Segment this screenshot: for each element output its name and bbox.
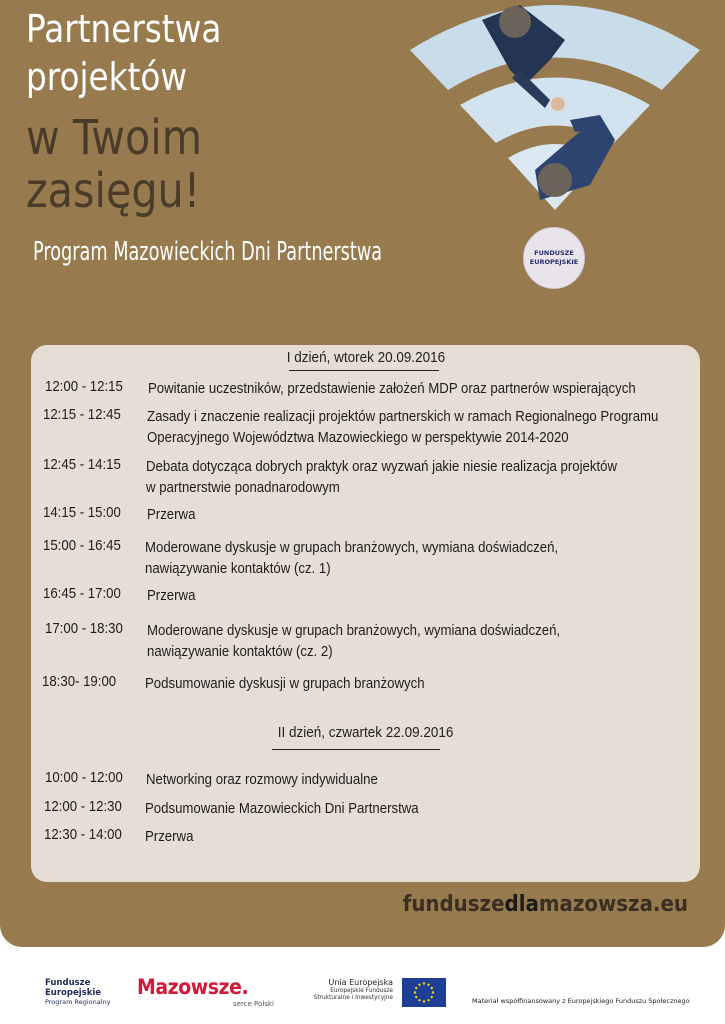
agenda-description-line: Podsumowanie dyskusji w grupach branżowych bbox=[145, 675, 425, 692]
title-line-2: projektów bbox=[26, 55, 188, 99]
eu-star bbox=[431, 996, 433, 998]
agenda-description bbox=[147, 406, 659, 448]
fe-line-1: Fundusze bbox=[45, 978, 91, 988]
ue-line-3: Strukturalne i Inwestycyjne bbox=[313, 994, 393, 1001]
agenda-description bbox=[145, 673, 638, 694]
title-line-1: Partnerstwa bbox=[26, 7, 222, 51]
agenda-description-line: Moderowane dyskusje w grupach branżowych, wymiana doświadczeń, bbox=[145, 539, 559, 556]
day-2-heading-text: II dzień, czwartek 22.09.2016 bbox=[277, 724, 454, 741]
agenda-panel bbox=[31, 345, 700, 882]
eu-star bbox=[415, 987, 417, 989]
agenda-time: 12:00 - 12:30 bbox=[44, 798, 122, 815]
agenda-description bbox=[147, 585, 640, 606]
eu-star bbox=[423, 1000, 425, 1002]
eu-star bbox=[427, 999, 429, 1001]
badge-line-2: EUROPEJSKIE bbox=[529, 258, 579, 266]
agenda-time: 14:15 - 15:00 bbox=[43, 504, 121, 521]
eu-star bbox=[431, 987, 433, 989]
agenda-description-line: Moderowane dyskusje w grupach branżowych, wymiana doświadczeń, bbox=[147, 622, 561, 639]
agenda-time: 12:45 - 14:15 bbox=[43, 456, 121, 473]
eu-logo-text bbox=[300, 978, 393, 1002]
fundusze-europejskie-badge bbox=[523, 227, 585, 289]
agenda-description bbox=[145, 826, 638, 847]
agenda-time: 15:00 - 16:45 bbox=[43, 537, 121, 554]
agenda-time: 16:45 - 17:00 bbox=[43, 585, 121, 602]
agenda-description-line: Debata dotycząca dobrych praktyk oraz wyzwań jakie niesie realizacja projektów bbox=[146, 458, 618, 475]
agenda-description bbox=[147, 504, 640, 525]
agenda-time: 17:00 - 18:30 bbox=[45, 620, 123, 637]
agenda-description-line: Powitanie uczestników, przedstawienie założeń MDP oraz partnerów wspierających bbox=[148, 380, 636, 397]
url-part-3: mazowsza.eu bbox=[538, 892, 688, 917]
agenda-time: 18:30- 19:00 bbox=[42, 673, 117, 690]
agenda-description-line: Podsumowanie Mazowieckich Dni Partnerstwa bbox=[145, 800, 419, 817]
fe-line-2: Europejskie bbox=[45, 987, 102, 998]
agenda-description-line: Przerwa bbox=[145, 828, 194, 845]
eu-star bbox=[427, 984, 429, 986]
cofinancing-note: Materiał współfinansowany z Europejskiego Funduszu Społecznego bbox=[472, 997, 690, 1005]
agenda-description-line: Przerwa bbox=[147, 506, 196, 523]
agenda-description bbox=[145, 798, 638, 819]
website-url bbox=[403, 892, 688, 917]
agenda-description-line: Networking oraz rozmowy indywidualne bbox=[146, 771, 378, 788]
agenda-description-line: Zasady i znaczenie realizacji projektów partnerskich w ramach Regionalnego Programu bbox=[147, 408, 659, 425]
subtitle: Program Mazowieckich Dni Partnerstwa bbox=[33, 237, 383, 267]
agenda-description bbox=[146, 769, 639, 790]
badge-line-1: FUNDUSZE bbox=[534, 249, 574, 258]
agenda-description bbox=[146, 456, 639, 498]
mazowsze-logo: Mazowsze. bbox=[137, 975, 249, 999]
agenda-description-line: w partnerstwie ponadnarodowym bbox=[146, 479, 340, 496]
fundusze-europejskie-logo-text bbox=[45, 979, 111, 1006]
handshake-wifi-illustration bbox=[400, 0, 710, 215]
ue-line-1: Unia Europejska bbox=[328, 978, 393, 987]
day-2-underline bbox=[272, 749, 440, 750]
agenda-description-line: Przerwa bbox=[147, 587, 196, 604]
url-part-2: dla bbox=[504, 892, 539, 917]
agenda-time: 12:30 - 14:00 bbox=[44, 826, 122, 843]
eu-star bbox=[432, 991, 434, 993]
url-part-1: fundusze bbox=[402, 892, 505, 917]
fe-line-3: Program Regionalny bbox=[45, 997, 111, 1006]
title-line-4: zasięgu! bbox=[26, 163, 201, 219]
agenda-time: 10:00 - 12:00 bbox=[45, 769, 123, 786]
agenda-time: 12:15 - 12:45 bbox=[43, 406, 121, 423]
ue-line-2: Europejskie Fundusze bbox=[330, 987, 393, 994]
day-1-heading bbox=[31, 349, 700, 366]
title-line-3: w Twoim bbox=[26, 110, 202, 166]
agenda-description bbox=[145, 537, 638, 579]
agenda-description-line: nawiązywanie kontaktów (cz. 2) bbox=[147, 643, 333, 660]
day-1-heading-text: I dzień, wtorek 20.09.2016 bbox=[286, 349, 445, 366]
day-1-underline bbox=[289, 370, 439, 371]
agenda-description bbox=[147, 620, 640, 662]
mazowsze-tagline: serce Polski bbox=[233, 1000, 274, 1008]
eu-star bbox=[415, 996, 417, 998]
eu-star bbox=[418, 984, 420, 986]
eu-star bbox=[414, 991, 416, 993]
agenda-description bbox=[148, 378, 641, 399]
eu-star bbox=[418, 999, 420, 1001]
agenda-time: 12:00 - 12:15 bbox=[45, 378, 123, 395]
eu-star bbox=[423, 982, 425, 984]
agenda-description-line: nawiązywanie kontaktów (cz. 1) bbox=[145, 560, 331, 577]
eu-flag-icon bbox=[402, 978, 446, 1007]
agenda-description-line: Operacyjnego Województwa Mazowieckiego w perspektywie 2014-2020 bbox=[147, 429, 569, 446]
day-2-heading bbox=[31, 724, 700, 741]
